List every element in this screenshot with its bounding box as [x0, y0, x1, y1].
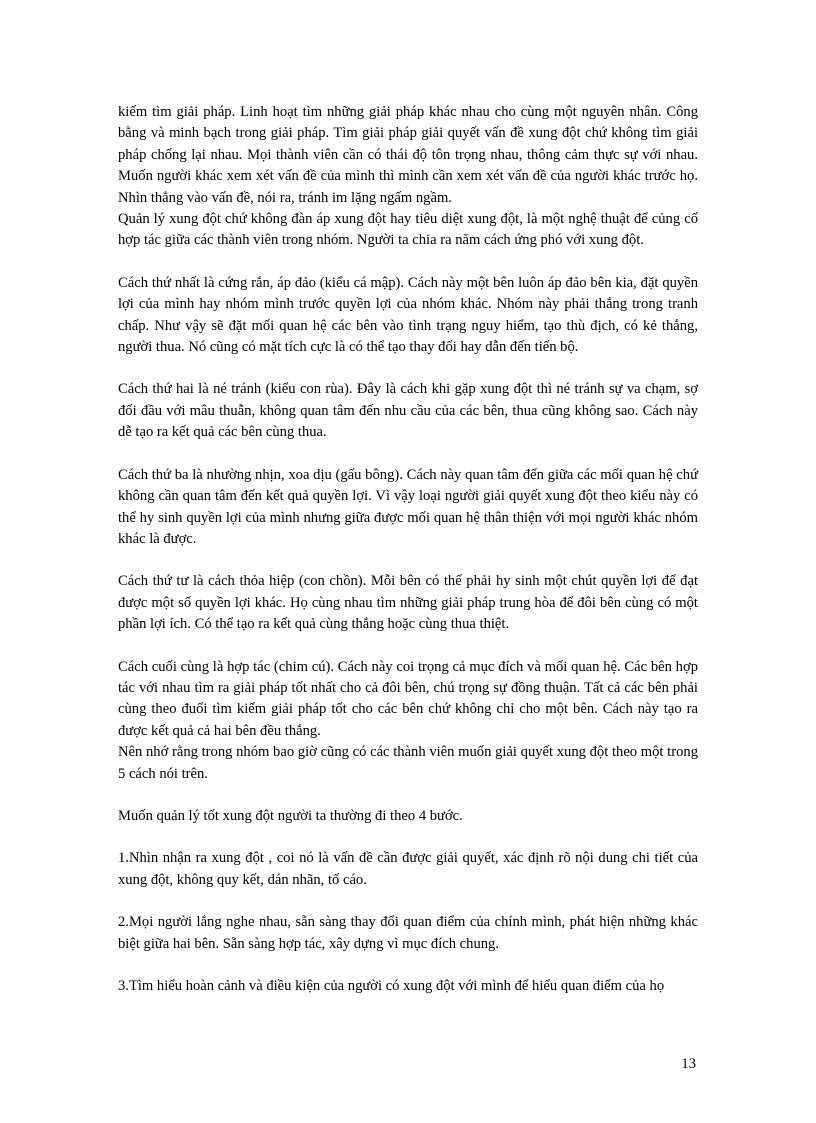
- paragraph-5: Cách thứ ba là nhường nhịn, xoa dịu (gấu bông). Cách này quan tâm đến giữa các mối quan hệ chứ không cần quan tâm đến kết quả quyền lợi. Vì vậy loại người giải quyết xung đột theo kiểu này có thể hy sinh quyền lợi của mình nhưng giữa được mối quan hệ thân thiện với mọi người khác nhóm khác là được.: [118, 466, 698, 547]
- page-body: [118, 102, 698, 997]
- paragraph-10: 1.Nhìn nhận ra xung đột , coi nó là vấn đề cần được giải quyết, xác định rõ nội dung chi tiết của xung đột, không quy kết, dán nhãn, tố cáo.: [118, 850, 698, 888]
- paragraph-12: 3.Tìm hiểu hoàn cảnh và điều kiện của người có xung đột với mình để hiểu quan điểm của họ: [118, 978, 665, 994]
- paragraph-7: Cách cuối cùng là hợp tác (chim cú). Cách này coi trọng cả mục đích và mối quan hệ. Các bên hợp tác với nhau tìm ra giải pháp tốt nhất cho cả đôi bên, chú trọng sự đồng thuận. Tất cả các bên phải cùng theo đuổi tìm kiếm giải pháp tốt cho các bên chứ không chỉ cho một bên. Cách này tạo ra được kết quả cả hai bên đều thắng.: [118, 658, 698, 739]
- paragraph-2: Quản lý xung đột chứ không đàn áp xung đột hay tiêu diệt xung đột, là một nghệ thuật để củng cố hợp tác giữa các thành viên trong nhóm. Người ta chia ra năm cách ứng phó với xung đột.: [118, 211, 698, 249]
- paragraph-4: Cách thứ hai là né tránh (kiểu con rùa). Đây là cách khi gặp xung đột thì né tránh sự va chạm, sợ đối đầu với mâu thuẫn, không quan tâm đến nhu cầu của các bên, thua cũng không sao. Cách này dễ tạo ra kết quả các bên cùng thua.: [118, 381, 698, 441]
- paragraph-3: Cách thứ nhất là cứng rắn, áp đảo (kiểu cá mập). Cách này một bên luôn áp đảo bên kia, đặt quyền lợi của mình hay nhóm mình trước quyền lợi của nhóm khác. Nhóm này phải thắng trong tranh chấp. Như vậy sẽ đặt mối quan hệ các bên vào tình trạng nguy hiểm, tạo thù địch, có kẻ thắng, người thua. Nó cũng có mặt tích cực là có thể tạo thay đổi hay dẫn đến tiến bộ.: [118, 274, 698, 356]
- paragraph-9: Muốn quản lý tốt xung đột người ta thường đi theo 4 bước.: [118, 807, 463, 824]
- paragraph-11: 2.Mọi người lắng nghe nhau, sẵn sàng thay đổi quan điểm của chính mình, phát hiện những khác biệt giữa hai bên. Sẵn sàng hợp tác, xây dựng vì mục đích chung.: [118, 914, 698, 952]
- paragraph-6: Cách thứ tư là cách thỏa hiệp (con chồn). Mỗi bên có thể phải hy sinh một chút quyền lợi để đạt được một số quyền lợi khác. Họ cùng nhau tìm những giải pháp trung hòa để đôi bên cùng có một phần lợi ích. Có thể tạo ra kết quả cùng thắng hoặc cùng thua thiệt.: [118, 573, 698, 633]
- paragraph-1: kiếm tìm giải pháp. Linh hoạt tìm những giải pháp khác nhau cho cùng một nguyên nhân. Công bằng và minh bạch trong giải pháp. Tìm giải pháp giải quyết vấn đề xung đột chứ không tìm giải pháp chống lại nhau. Mọi thành viên cần có thái độ tôn trọng nhau, thông cảm thực sự với nhau. Muốn người khác xem xét vấn đề của mình thì mình cần xem xét vấn đề của người khác trước họ. Nhìn thẳng vào vấn đề, nói ra, tránh im lặng ngấm ngầm.: [118, 104, 698, 206]
- page-number: 13: [681, 1056, 696, 1072]
- paragraph-8: Nên nhớ rằng trong nhóm bao giờ cũng có các thành viên muốn giải quyết xung đột theo một trong 5 cách nói trên.: [118, 744, 698, 782]
